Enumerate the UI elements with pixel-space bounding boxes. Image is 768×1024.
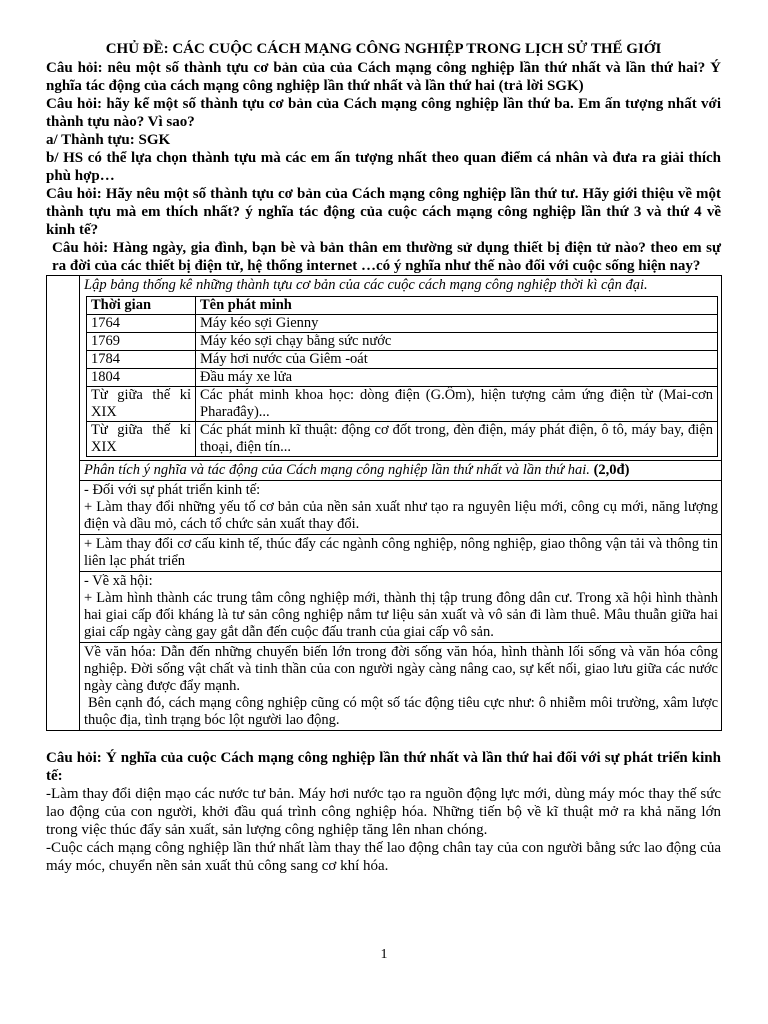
question-3: Câu hỏi: Hãy nêu một số thành tựu cơ bản của Cách mạng công nghiệp lần thứ tư. Hãy giới thiệu về một thành tựu mà em thích nhất? ý nghĩa tác động của cuộc cách mạng công nghiệp lần thứ 3 và thứ 4 về kinh tế? [46,186,721,238]
section-paragraph-2: -Cuộc cách mạng công nghiệp lần thứ nhất làm thay thế lao động chân tay của con người bằng sức lao động của máy móc, chuyển nền sản xuất thủ công sang cơ khí hóa. [46,840,721,874]
row-invention: Các phát minh khoa học: dòng điện (G.Ôm), hiện tượng cảm ứng điện từ (Mai-cơn Pharađây)... [196,387,718,422]
culture-cell [80,643,722,731]
society-title: - Về xã hội: [84,573,153,589]
table-gutter [47,276,80,731]
achievements-cell [80,276,722,461]
document-title: CHỦ ĐỀ: CÁC CUỘC CÁCH MẠNG CÔNG NGHIỆP TRONG LỊCH SỬ THẾ GIỚI [105,41,662,57]
header-invention: Tên phát minh [196,297,718,315]
row-time: Từ giữa thế kỉ XIX [87,387,196,422]
analysis-caption: Phân tích ý nghĩa và tác động của Cách mạng công nghiệp lần thứ nhất và lần thứ hai. [84,462,590,478]
row-time: Từ giữa thế kỉ XIX [87,422,196,457]
row-invention: Máy hơi nước của Giêm -oát [196,351,718,369]
analysis-score: (2,0đ) [593,462,630,478]
row-time: 1784 [87,351,196,369]
row-time: 1769 [87,333,196,351]
row-time: 1804 [87,369,196,387]
table-row [87,333,718,351]
page-number: 1 [380,947,388,962]
row-time: 1764 [87,315,196,333]
question-4: Câu hỏi: Hàng ngày, gia đình, bạn bè và bản thân em thường sử dụng thiết bị điện tử nào? theo em sự ra đời của các thiết bị điện tử, hệ thống internet …có ý nghĩa như thế nào đối với cuộc sống hiện nay? [52,240,721,274]
row-invention: Máy kéo sợi Gienny [196,315,718,333]
answer-table [46,275,722,731]
table-row [87,422,718,457]
economic-structure-cell [80,535,722,572]
analysis-caption-cell [80,461,722,481]
table-row [87,315,718,333]
answer-b: b/ HS có thể lựa chọn thành tựu mà các em ấn tượng nhất theo quan điểm cá nhân và đưa ra giải thích phù hợp… [46,150,721,184]
document-page [46,40,721,875]
section-question: Câu hỏi: Ý nghĩa của cuộc Cách mạng công nghiệp lần thứ nhất và lần thứ hai đối với sự phát triển kinh tế: [46,750,721,784]
economic-title: - Đối với sự phát triển kinh tế: [84,482,261,498]
header-time: Thời gian [87,297,196,315]
economic-cell [80,481,722,535]
society-cell [80,572,722,643]
achievements-table [86,296,718,457]
table-row [87,369,718,387]
table-row [87,387,718,422]
negative-impact-text: Bên cạnh đó, cách mạng công nghiệp cũng có một số tác động tiêu cực như: ô nhiễm môi trường, xâm lược thuộc địa, tình trạng bóc lột người lao động. [84,695,722,728]
table-header-row [87,297,718,315]
question-1: Câu hỏi: nêu một số thành tựu cơ bản của của Cách mạng công nghiệp lần thứ nhất và lần thứ hai? Ý nghĩa tác động của cách mạng công nghiệp lần thứ nhất và lần thứ hai (trả lời SGK) [46,60,721,94]
culture-text: Về văn hóa: Dẫn đến những chuyển biến lớn trong đời sống văn hóa, hình thành lối sống và văn hóa công nghiệp. Đời sống vật chất và tinh thần của con người ngày càng nâng cao, sự kết nối, giao lưu giữa các nước ngày càng được đẩy mạnh. [84,644,718,694]
economic-point-1: + Làm thay đổi những yếu tố cơ bản của nền sản xuất như tạo ra nguyên liệu mới, công cụ mới, năng lượng điện và dầu mỏ, cách tổ chức sản xuất thay đổi. [84,499,718,532]
row-invention: Máy kéo sợi chạy bằng sức nước [196,333,718,351]
achievements-caption: Lập bảng thống kê những thành tựu cơ bản của các cuộc cách mạng công nghiệp thời kì cận đại. [84,277,648,293]
economic-point-2: + Làm thay đổi cơ cấu kinh tế, thúc đẩy các ngành công nghiệp, nông nghiệp, giao thông vận tải và thông tin liên lạc phát triển [84,536,718,569]
answer-a: a/ Thành tựu: SGK [46,132,171,148]
economic-significance-section [46,749,721,875]
section-paragraph-1: -Làm thay đổi diện mạo các nước tư bản. Máy hơi nước tạo ra nguồn động lực mới, dùng máy móc thay thế sức lao động của con người, khởi đầu quá trình công nghiệp hóa. Những tiến bộ về kĩ thuật mở ra khả năng lớn trong việc thúc đẩy sản xuất, sản lượng công nghiệp tăng lên nhan chóng. [46,786,721,838]
table-row [87,351,718,369]
question-2: Câu hỏi: hãy kể một số thành tựu cơ bản của Cách mạng công nghiệp lần thứ ba. Em ấn tượng nhất với thành tựu nào? Vì sao? [46,96,721,130]
society-point-1: + Làm hình thành các trung tâm công nghiệp mới, thành thị tập trung đông dân cư. Trong xã hội hình thành hai giai cấp đối kháng là tư sản công nghiệp nắm tư liệu sản xuất và vô sản đi làm thuê. Mâu thuẫn giữa hai giai cấp ngày càng gay gắt dẫn đến cuộc đấu tranh của giai cấp vô sản. [84,590,718,640]
row-invention: Đầu máy xe lửa [196,369,718,387]
row-invention: Các phát minh kĩ thuật: động cơ đốt trong, đèn điện, máy phát điện, ô tô, máy bay, điện thoại, điện tín... [196,422,718,457]
